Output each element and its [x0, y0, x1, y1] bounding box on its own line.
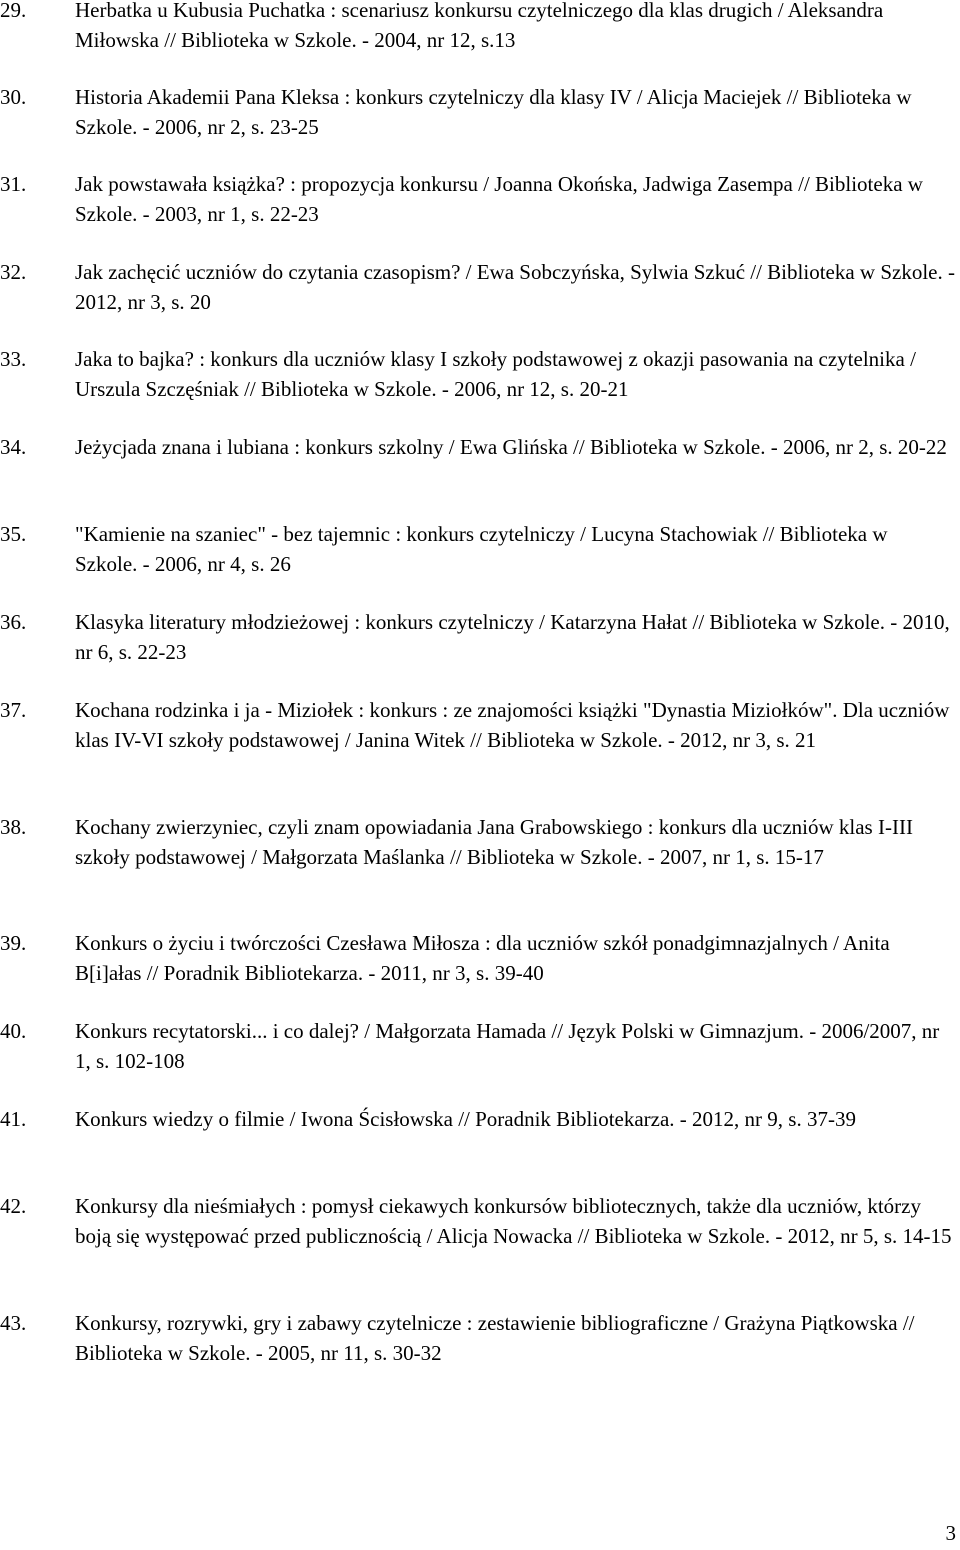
entry-text: Konkurs wiedzy o filmie / Iwona Ścisłowska // Poradnik Bibliotekarza. - 2012, nr 9, s. 37-39: [75, 1107, 856, 1131]
entry-text: Konkursy dla nieśmiałych : pomysł ciekawych konkursów bibliotecznych, także dla uczniów, którzy boją się występować przed publicznością / Alicja Nowacka // Biblioteka w Szkole. - 2012, nr 5, s. 14-15: [75, 1194, 952, 1248]
entry-text: Kochana rodzinka i ja - Miziołek : konkurs : ze znajomości książki "Dynastia Miziołków". Dla uczniów klas IV-VI szkoły podstawowej / Janina Witek // Biblioteka w Szkole. - 2012, nr 3, s. 21: [75, 698, 950, 752]
bibliography-entry: [0, 929, 960, 988]
entry-number: 38.: [0, 815, 27, 839]
entry-number: 31.: [0, 172, 27, 196]
entry-number: 35.: [0, 522, 27, 546]
entry-number: 34.: [0, 435, 27, 459]
entry-text: Konkursy, rozrywki, gry i zabawy czytelnicze : zestawienie bibliograficzne / Grażyna Piątkowska // Biblioteka w Szkole. - 2005, nr 11, s. 30-32: [75, 1311, 915, 1365]
bibliography-entry: [0, 1105, 960, 1135]
entry-number: 36.: [0, 610, 27, 634]
entry-text: Jak powstawała książka? : propozycja konkursu / Joanna Okońska, Jadwiga Zasempa // Biblioteka w Szkole. - 2003, nr 1, s. 22-23: [75, 172, 923, 226]
bibliography-entry: [0, 520, 960, 579]
entry-text: Jaka to bajka? : konkurs dla uczniów klasy I szkoły podstawowej z okazji pasowania na czytelnika / Urszula Szczęśniak // Biblioteka w Szkole. - 2006, nr 12, s. 20-21: [75, 347, 916, 401]
entry-number: 41.: [0, 1107, 27, 1131]
bibliography-entry: [0, 433, 960, 463]
entry-number: 33.: [0, 347, 27, 371]
entry-number: 42.: [0, 1194, 27, 1218]
entry-number: 39.: [0, 931, 27, 955]
entry-text: Klasyka literatury młodzieżowej : konkurs czytelniczy / Katarzyna Hałat // Biblioteka w Szkole. - 2010, nr 6, s. 22-23: [75, 610, 950, 664]
bibliography-entry: [0, 345, 960, 404]
entry-text: Kochany zwierzyniec, czyli znam opowiadania Jana Grabowskiego : konkurs dla uczniów klas I-III szkoły podstawowej / Małgorzata Maślanka // Biblioteka w Szkole. - 2007, nr 1, s. 15-17: [75, 815, 913, 869]
entry-text: Jeżycjada znana i lubiana : konkurs szkolny / Ewa Glińska // Biblioteka w Szkole. - 2006, nr 2, s. 20-22: [75, 435, 947, 459]
bibliography-entry: [0, 813, 960, 872]
bibliography-entry: [0, 83, 960, 142]
bibliography-entry: [0, 0, 960, 55]
entry-number: 30.: [0, 85, 27, 109]
entry-number: 29.: [0, 0, 27, 22]
entry-text: Historia Akademii Pana Kleksa : konkurs czytelniczy dla klasy IV / Alicja Maciejek // Biblioteka w Szkole. - 2006, nr 2, s. 23-25: [75, 85, 912, 139]
bibliography-entry: [0, 608, 960, 667]
bibliography-entry: [0, 696, 960, 755]
entry-number: 43.: [0, 1311, 27, 1335]
entry-text: Herbatka u Kubusia Puchatka : scenariusz konkursu czytelniczego dla klas drugich / Aleksandra Miłowska // Biblioteka w Szkole. - 2004, nr 12, s.13: [75, 0, 884, 52]
entry-text: "Kamienie na szaniec" - bez tajemnic : konkurs czytelniczy / Lucyna Stachowiak // Biblioteka w Szkole. - 2006, nr 4, s. 26: [75, 522, 888, 576]
entry-number: 40.: [0, 1019, 27, 1043]
entry-text: Konkurs o życiu i twórczości Czesława Miłosza : dla uczniów szkół ponadgimnazjalnych / Anita B[i]ałas // Poradnik Bibliotekarza. - 2011, nr 3, s. 39-40: [75, 931, 890, 985]
entry-number: 32.: [0, 260, 27, 284]
entry-text: Jak zachęcić uczniów do czytania czasopism? / Ewa Sobczyńska, Sylwia Szkuć // Biblioteka w Szkole. - 2012, nr 3, s. 20: [75, 260, 955, 314]
bibliography-entry: [0, 170, 960, 229]
page-number: 3: [945, 1521, 956, 1545]
bibliography-entry: [0, 1017, 960, 1076]
entry-number: 37.: [0, 698, 27, 722]
bibliography-entry: [0, 1309, 960, 1368]
bibliography-entry: [0, 1192, 960, 1251]
entry-text: Konkurs recytatorski... i co dalej? / Małgorzata Hamada // Język Polski w Gimnazjum. - 2006/2007, nr 1, s. 102-108: [75, 1019, 940, 1073]
bibliography-entry: [0, 258, 960, 317]
